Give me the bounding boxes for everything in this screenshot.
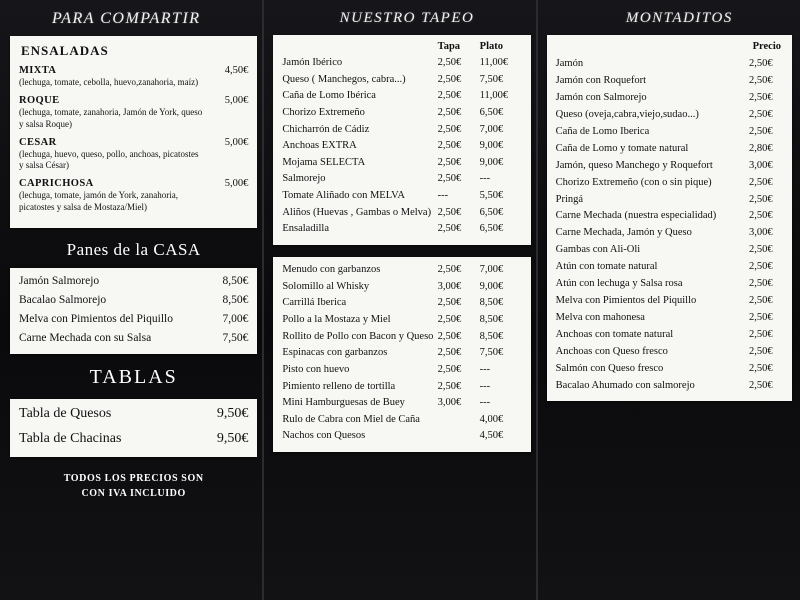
item-name: Mini Hamburguesas de Buey [282, 397, 405, 409]
panel-ensaladas [10, 36, 257, 228]
item-name: MIXTA [19, 65, 57, 76]
table-row [556, 362, 783, 375]
item-price-tapa: 2,50€ [437, 363, 462, 375]
table-row [282, 263, 521, 277]
footer-note [10, 471, 257, 501]
item-price-plato: 7,00€ [479, 123, 504, 135]
table-row [282, 363, 521, 377]
table-row [556, 74, 783, 87]
item-price-tapa: 2,50€ [437, 90, 462, 102]
table-row [282, 413, 521, 427]
table-row [556, 125, 783, 138]
item-price-plato: --- [479, 173, 491, 185]
item-price: 4,50€ [224, 65, 249, 76]
table-row [282, 189, 521, 203]
item-price-tapa: --- [437, 190, 449, 202]
item-name: Pollo a la Mostaza y Miel [282, 313, 391, 325]
item-name: Melva con Pimientos del Piquillo [555, 295, 697, 307]
table-row [282, 73, 521, 87]
column-nuestro-tapeo [263, 4, 536, 598]
list-item [19, 406, 248, 422]
item-price-tapa: 2,50€ [437, 347, 462, 359]
item-price: 2,50€ [749, 176, 773, 188]
item-price-plato: 6,50€ [479, 206, 504, 218]
item-price: 5,00€ [224, 136, 249, 148]
item-name: Bacalao Ahumado con salmorejo [555, 379, 695, 391]
item-price-plato: --- [479, 363, 491, 375]
item-description: (lechuga, huevo, queso, pollo, anchoas, picatostes y salsa César) [19, 148, 199, 170]
item-price: 2,50€ [749, 312, 773, 324]
item-price: 2,50€ [749, 125, 773, 137]
list-item [19, 65, 248, 88]
item-price-plato: 7,50€ [479, 73, 504, 85]
item-price-plato: --- [479, 380, 491, 392]
table-header [556, 41, 783, 52]
item-name: Bacalao Salmorejo [19, 293, 107, 306]
item-name: Caña de Lomo Ibérica [282, 90, 376, 102]
table-row [282, 280, 521, 294]
table-row [282, 330, 521, 344]
item-price-plato: 7,50€ [479, 347, 504, 359]
item-name: Pringá [555, 193, 584, 205]
section-title-tablas: TABLAS [89, 365, 178, 388]
panel-panes [10, 268, 257, 354]
item-price: 7,00€ [222, 312, 249, 325]
item-description: (lechuga, tomate, zanahoria, Jamón de York, queso y salsa Roque) [19, 107, 203, 129]
item-price-tapa: 3,00€ [437, 397, 462, 409]
item-price: 2,50€ [749, 379, 773, 391]
column-para-compartir [2, 4, 263, 598]
table-row [282, 222, 521, 236]
item-name: Queso (oveja,cabra,viejo,sudao...) [555, 108, 699, 120]
table-row [556, 345, 783, 358]
item-price: 3,00€ [749, 227, 773, 239]
table-row [282, 172, 521, 186]
section-title-panes: Panes de la CASA [66, 239, 201, 259]
table-row [556, 379, 783, 392]
item-price-plato: 11,00€ [479, 57, 509, 68]
item-price-tapa: 3,00€ [437, 280, 462, 292]
item-price: 5,00€ [224, 95, 249, 107]
item-price-tapa: 2,50€ [437, 156, 462, 168]
item-price: 2,50€ [749, 261, 773, 273]
item-name: Jamón Ibérico [282, 57, 343, 68]
item-description: (lechuga, tomate, cebolla, huevo,zanahoria, maíz) [19, 77, 199, 87]
table-row [556, 57, 783, 70]
item-price: 9,50€ [216, 405, 249, 421]
list-item [19, 313, 248, 325]
item-name: Jamón [555, 58, 584, 69]
item-name: Jamón Salmorejo [19, 274, 100, 287]
table-row [556, 328, 783, 341]
item-price-tapa: 2,50€ [437, 297, 462, 309]
table-row [282, 206, 521, 220]
item-price-plato: 6,50€ [479, 223, 504, 235]
table-row [556, 91, 783, 104]
item-price-plato: 4,00€ [479, 413, 504, 425]
item-name: Chorizo Extremeño (con o sin pique) [555, 176, 712, 188]
item-name: Jamón, queso Manchego y Roquefort [555, 159, 713, 171]
item-name: Solomillo al Whisky [282, 280, 370, 292]
item-name: Aliños (Huevas , Gambas o Melva) [282, 206, 432, 218]
item-price: 2,50€ [749, 362, 773, 374]
table-row [282, 156, 521, 170]
table-row [282, 396, 521, 410]
list-item [19, 332, 248, 344]
item-price-plato: 6,50€ [479, 106, 504, 118]
item-name: Anchoas con Queso fresco [555, 345, 668, 357]
item-price: 8,50€ [222, 274, 249, 287]
item-price-tapa: 2,50€ [437, 173, 462, 185]
item-price-tapa: 2,50€ [437, 380, 462, 392]
item-name: Anchoas EXTRA [282, 140, 357, 152]
item-price-tapa: 2,50€ [437, 57, 462, 68]
item-name: Melva con Pimientos del Piquillo [19, 312, 173, 325]
list-item [19, 275, 248, 287]
panel-tapeo-1 [273, 35, 530, 245]
column-title-para-compartir: PARA COMPARTIR [52, 10, 201, 27]
item-price: 2,50€ [749, 244, 773, 256]
item-price: 2,50€ [749, 108, 773, 120]
table-row [282, 89, 521, 103]
item-price-tapa: 2,50€ [437, 106, 462, 118]
table-row [556, 277, 783, 290]
column-montaditos [537, 4, 798, 598]
item-price: 2,50€ [749, 210, 773, 222]
item-description: (lechuga, tomate, jamón de York, zanahoria, picatostes y salsa de Mostaza/Miel) [19, 190, 178, 212]
item-name: Espinacas con garbanzos [282, 347, 388, 359]
item-price: 7,50€ [222, 331, 249, 344]
item-price-tapa: 2,50€ [437, 206, 462, 218]
item-name: Salmón con Queso fresco [555, 362, 664, 374]
item-name: Rulo de Cabra con Miel de Caña [282, 413, 420, 425]
list-item [19, 95, 248, 130]
item-price-plato: 8,50€ [479, 313, 504, 325]
footer-note-line1: TODOS LOS PRECIOS SON [63, 472, 204, 484]
table-row [556, 142, 783, 155]
panel-montaditos [547, 35, 792, 401]
item-name: Menudo con garbanzos [282, 264, 381, 276]
item-price-tapa: 2,50€ [437, 313, 462, 325]
item-name: Pisto con huevo [282, 363, 350, 375]
table-header [282, 41, 521, 52]
item-name: Carrillá Iberica [282, 297, 347, 309]
item-price: 2,80€ [749, 142, 773, 154]
item-name: CESAR [19, 136, 57, 148]
item-name: Carne Mechada, Jamón y Queso [555, 227, 692, 239]
item-price: 2,50€ [749, 295, 773, 307]
table-row [282, 313, 521, 327]
item-price-plato: 5,50€ [479, 190, 504, 202]
table-row [556, 209, 783, 222]
item-price-tapa: 2,50€ [437, 140, 462, 152]
item-price-plato: 9,00€ [479, 140, 504, 152]
item-name: Rollito de Pollo con Bacon y Queso [282, 330, 434, 342]
item-price: 2,50€ [749, 278, 773, 290]
item-name: Atún con tomate natural [555, 261, 658, 273]
column-header-tapa: Tapa [437, 41, 461, 52]
item-name: Tomate Aliñado con MELVA [282, 190, 405, 202]
list-item [19, 294, 248, 306]
table-row [282, 56, 521, 70]
item-price-plato: 9,00€ [479, 280, 504, 292]
item-price: 8,50€ [222, 293, 249, 306]
item-name: Mojama SELECTA [282, 156, 366, 168]
item-price: 2,50€ [749, 345, 773, 357]
item-price-plato: 8,50€ [479, 330, 504, 342]
item-name: Carne Mechada con su Salsa [19, 331, 152, 344]
table-row [556, 176, 783, 189]
table-row [556, 294, 783, 307]
item-price-plato: 11,00€ [479, 90, 509, 102]
item-price: 3,00€ [749, 159, 773, 171]
table-row [556, 159, 783, 172]
table-row [556, 226, 783, 239]
table-row [282, 380, 521, 394]
item-price-plato: 4,50€ [479, 430, 504, 442]
column-header-precio: Precio [752, 41, 781, 52]
item-name: Anchoas con tomate natural [555, 329, 674, 340]
item-name: Queso ( Manchegos, cabra...) [282, 73, 406, 85]
table-row [556, 193, 783, 206]
item-name: ROQUE [19, 95, 60, 107]
item-price-plato: 8,50€ [479, 297, 504, 309]
column-header-plato: Plato [479, 41, 503, 52]
item-price-tapa: 2,50€ [437, 330, 462, 342]
table-row [556, 311, 783, 324]
item-price: 2,50€ [749, 91, 773, 103]
list-item [19, 431, 248, 447]
item-name: Salmorejo [282, 173, 326, 185]
list-item [19, 178, 248, 213]
item-name: Pimiento relleno de tortilla [282, 380, 396, 392]
item-name: CAPRICHOSA [19, 178, 94, 190]
item-name: Ensaladilla [282, 223, 329, 235]
column-title-montaditos: MONTADITOS [625, 10, 733, 26]
panel-tapeo-2 [273, 257, 530, 452]
table-row [282, 346, 521, 360]
item-price: 2,50€ [749, 329, 773, 340]
item-name: Melva con mahonesa [555, 312, 645, 324]
table-row [556, 260, 783, 273]
item-price-plato: 9,00€ [479, 156, 504, 168]
item-name: Chorizo Extremeño [282, 106, 365, 118]
table-row [556, 108, 783, 121]
item-price-tapa: 2,50€ [437, 264, 462, 276]
item-price-tapa: 2,50€ [437, 73, 462, 85]
item-price: 5,00€ [224, 178, 249, 190]
column-title-nuestro-tapeo: NUESTRO TAPEO [339, 10, 475, 26]
footer-note-line2: CON IVA INCLUIDO [81, 487, 186, 499]
item-price-plato: --- [479, 397, 491, 409]
item-name: Gambas con Ali-Oli [555, 244, 641, 256]
ensaladas-heading: ENSALADAS [21, 43, 109, 58]
item-name: Jamón con Roquefort [555, 74, 647, 86]
panel-tablas [10, 399, 257, 457]
table-row [282, 106, 521, 120]
item-name: Caña de Lomo Iberica [555, 125, 650, 137]
item-price: 2,50€ [749, 74, 773, 86]
item-name: Nachos con Quesos [282, 430, 366, 442]
item-name: Chicharrón de Cádiz [282, 123, 370, 135]
item-price-plato: 7,00€ [479, 264, 504, 276]
item-name: Atún con lechuga y Salsa rosa [555, 278, 683, 290]
item-name: Carne Mechada (nuestra especialidad) [555, 210, 717, 222]
table-row [556, 243, 783, 256]
item-name: Tabla de Quesos [19, 405, 112, 421]
item-price-tapa: 2,50€ [437, 223, 462, 235]
item-price: 9,50€ [216, 430, 249, 446]
item-price-tapa: 2,50€ [437, 123, 462, 135]
item-name: Tabla de Chacinas [19, 430, 122, 446]
item-name: Caña de Lomo y tomate natural [555, 142, 689, 154]
item-price: 2,50€ [749, 58, 773, 69]
item-name: Jamón con Salmorejo [555, 91, 647, 103]
table-row [282, 296, 521, 310]
list-item [19, 137, 248, 172]
table-row [282, 139, 521, 153]
item-price: 2,50€ [749, 193, 773, 205]
table-row [282, 123, 521, 137]
table-row [282, 429, 521, 443]
